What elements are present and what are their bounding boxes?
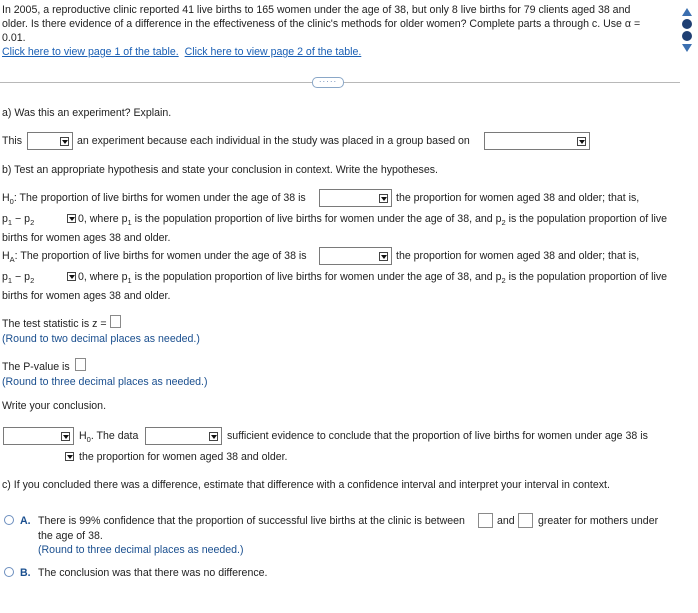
p-value-hint: (Round to three decimal places as needed.) [2, 376, 208, 388]
ha-where-text: 0, where $p_1$ is the population proportion of live births for women under the age of 38, and $p_2$ is the population proportion of live [78, 271, 668, 286]
option-a-after: greater for mothers under [538, 515, 659, 527]
alt-hypothesis-line: $H_A$: The proportion of live births for women under the age of 38 is [2, 250, 307, 265]
h0-symbol-dropdown[interactable] [64, 210, 76, 228]
part-b-question: b) Test an appropriate hypothesis and state your conclusion in context. Write the hypotheses. [2, 164, 438, 176]
option-a-label: A. [20, 515, 31, 527]
chevron-down-icon [60, 137, 69, 146]
option-b-text: The conclusion was that there was no difference. [38, 567, 268, 579]
p-value-input[interactable] [75, 358, 86, 371]
test-statistic-input[interactable] [110, 315, 121, 328]
problem-statement: In 2005, a reproductive clinic reported 41 live births to 165 women under the age of 38, but only 8 live births for 79 clients aged 38 and older. Is there evidence of a difference in the effectiveness of the clinic's methods for older women? Complete parts a through c. Use α = 0.01. [2, 4, 641, 44]
table-links [2, 46, 361, 58]
conclusion-h0-text: $H_0$. The data [79, 430, 139, 445]
h0-text-continued: the proportion for women aged 38 and older; that is, [396, 192, 640, 204]
part-a-basis-dropdown[interactable] [484, 132, 590, 150]
scroll-up-icon[interactable] [682, 8, 692, 16]
part-a-explanation: an experiment because each individual in the study was placed in a group based on [77, 135, 470, 147]
p-value-label: The P-value is [2, 361, 70, 373]
option-a-radio[interactable] [4, 515, 14, 525]
chevron-down-icon [379, 194, 388, 203]
option-b-label: B. [20, 567, 31, 579]
option-b-radio[interactable] [4, 567, 14, 577]
chevron-down-icon [61, 432, 70, 441]
conclusion-relation-dropdown[interactable] [62, 448, 74, 466]
option-a-and: and [497, 515, 515, 527]
table-page-1-link[interactable]: Click here to view page 1 of the table. [2, 46, 179, 58]
conclusion-evidence-text: sufficient evidence to conclude that the proportion of live births for women under age 38 is [227, 430, 648, 442]
ha-relation-dropdown[interactable] [319, 247, 392, 265]
null-hypothesis-line: $H_0$: The proportion of live births for women under the age of 38 is [2, 192, 306, 207]
scroll-thumb-secondary[interactable] [682, 31, 692, 41]
part-a-question: a) Was this an experiment? Explain. [2, 107, 172, 119]
option-a-text: There is 99% confidence that the proportion of successful live births at the clinic is between [38, 515, 465, 527]
conclusion-reject-dropdown[interactable] [3, 427, 74, 445]
ci-lower-input[interactable] [478, 513, 493, 528]
conclusion-line2: the proportion for women aged 38 and older. [79, 451, 288, 463]
scroll-down-icon[interactable] [682, 44, 692, 52]
h0-births-line: births for women ages 38 and older. [2, 232, 171, 244]
chevron-down-icon [209, 432, 218, 441]
ci-upper-input[interactable] [518, 513, 533, 528]
h0-relation-dropdown[interactable] [319, 189, 392, 207]
ha-text-continued: the proportion for women aged 38 and older; that is, [396, 250, 640, 262]
option-a-hint: (Round to three decimal places as needed.) [38, 544, 244, 556]
ha-births-line: births for women ages 38 and older. [2, 290, 171, 302]
conclusion-evidence-dropdown[interactable] [145, 427, 222, 445]
scroll-thumb[interactable] [682, 19, 692, 29]
part-a-is-isnot-dropdown[interactable] [27, 132, 73, 150]
chevron-down-icon [67, 272, 76, 281]
part-c-question: c) If you concluded there was a difference, estimate that difference with a confidence interval and interpret your interval in context. [2, 479, 610, 491]
chevron-down-icon [379, 252, 388, 261]
ha-symbol-dropdown[interactable] [64, 268, 76, 286]
expand-more-button[interactable]: ····· [312, 77, 344, 88]
part-a-prefix: This [2, 135, 23, 147]
chevron-down-icon [65, 452, 74, 461]
write-conclusion-label: Write your conclusion. [2, 400, 107, 412]
h0-where-text: 0, where $p_1$ is the population proportion of live births for women under the age of 38, and $p_2$ is the population proportion of live [78, 213, 668, 228]
chevron-down-icon [67, 214, 76, 223]
h0-symbolic-p1-p2: $p_1 - p_2$ [2, 213, 35, 228]
ha-symbolic-p1-p2: $p_1 - p_2$ [2, 271, 35, 286]
table-page-2-link[interactable]: Click here to view page 2 of the table. [184, 46, 362, 58]
option-a-line2: the age of 38. [38, 530, 103, 542]
chevron-down-icon [577, 137, 586, 146]
test-statistic-label: The test statistic is z = [2, 318, 107, 330]
test-statistic-hint: (Round to two decimal places as needed.) [2, 333, 200, 345]
